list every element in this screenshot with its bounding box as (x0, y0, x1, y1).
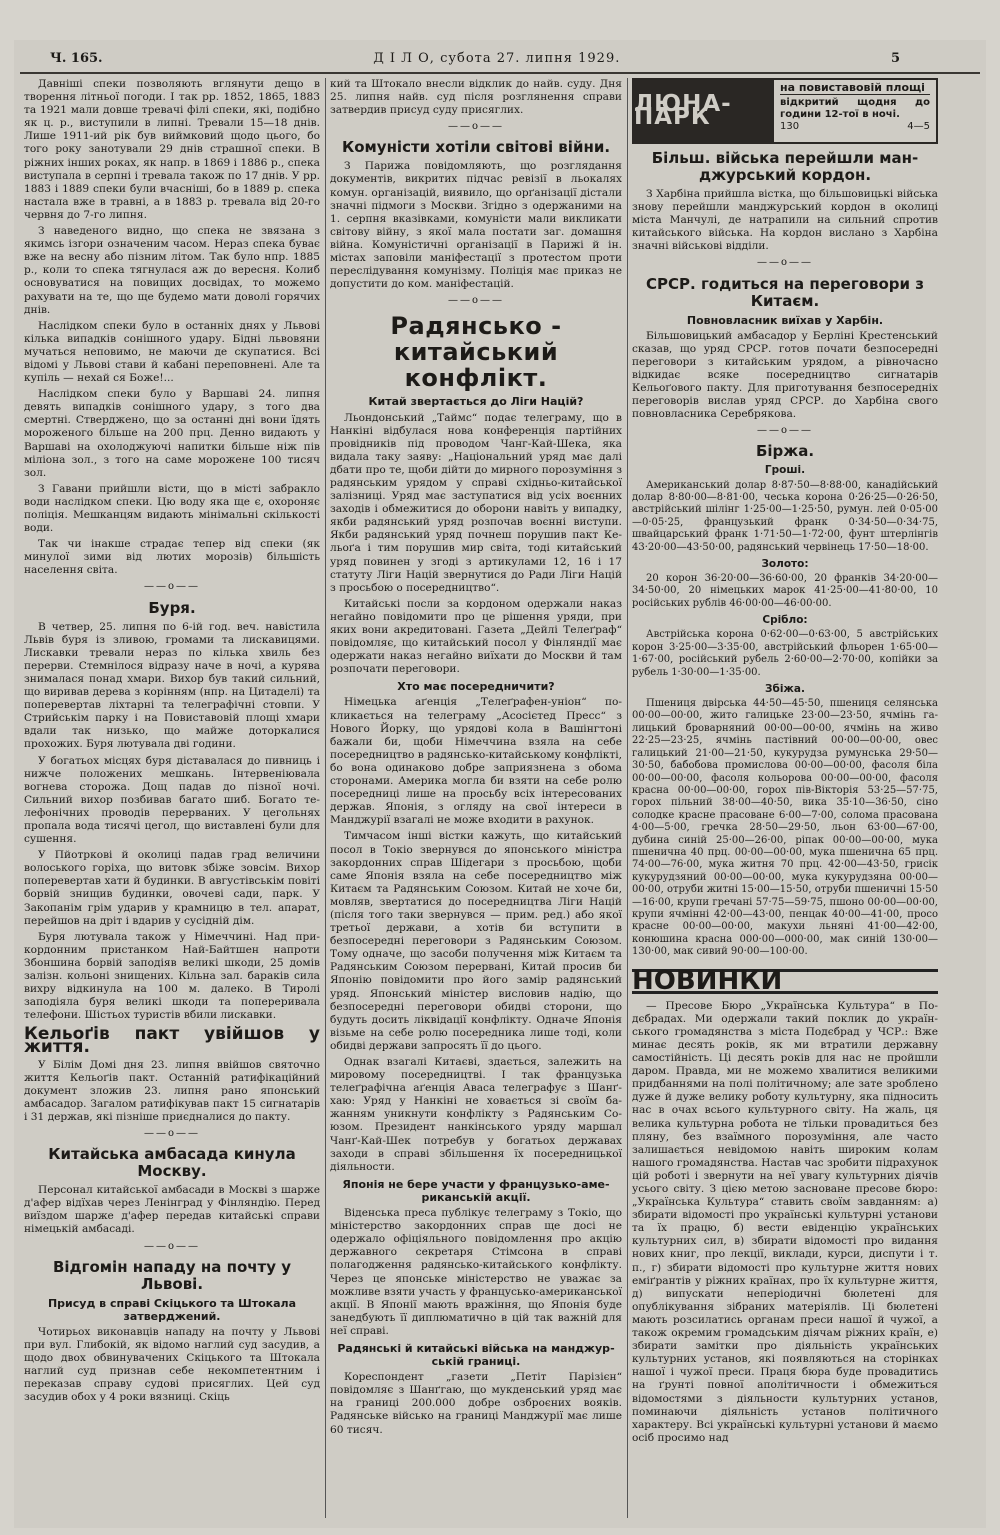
ad-phone-right: 4—5 (907, 121, 930, 132)
headline-communists: Комуністи хотіли світові війни. (341, 138, 611, 157)
subheadline-verdict: Присуд в справі Скіцького та Штокала затверджений. (47, 1296, 297, 1323)
column-1 (24, 78, 320, 1407)
market-quotes: 20 корон 36·20·00—36·60·00, 20 франків 34·20·00—34·50·00, 20 німецьких марок 41·25·00—41·80·00, 10 російських рублів 46·00·00—46·00·00. (632, 573, 938, 609)
masthead (50, 48, 900, 68)
article-paragraph: Віденська преса публікує телеграму з Токіо, що міністерство закордонних справ ще досі не одержало офіціяльного повідомлення про акцію державного секретаря Стімсона в справі полагодження радянсько-китайського конфлікту. Через це японське міністерство не уважає за можливе взяти участь у францусько-американської акції. В Японії мають вражіння, що Японія буде занедбують її диплюматично в цій так важній для неї справі. (330, 1207, 622, 1337)
article-paragraph: В четвер, 25. липня по 6-ій год. веч. навістила Львів буря із зливою, громами та лискавицями. Лискавки тревали нераз по кілька хвиль без перерви. Стемнілося відразу наче в ночі, а курява знималася понад хмари. Вихор був такий сильний, що виривав дерева з корінням (нпр. на Цитаделі) та поперевертав ліхтарні та телеграфічні стовпи. У Стрийськім парку і на Повиставовій площі хмари вдали так низько, що майже доторкалися прохожих. Буря лютувала дві години. (24, 620, 320, 751)
ad-location: на повиставовій площі (780, 82, 930, 95)
headline-ussr-negotiations: СРСР. годиться на переговори з Китаєм. (646, 274, 924, 310)
headline-bolshevik-troops: Більш. війська перейшли манджурський кордон. (651, 149, 919, 184)
market-quotes: Пшениця двірська 44·50—45·50, пшениця селянська 00·00—00·00, жито галицьке 23·00—23·50, ячмінь галицький броварняний 00·00—00·00, ячмінь на живо 22·25—23·25, ячмінь пастівний 00·00—00·00, овес галицький 21·00—21·50, кукурудза румунська 29·50—30·50, бабобова промислова 00·00—00·00, фасоля біла 00·00—00·00, фасоля кольорова 00·00—00·00, фасоля красна 00·00—00·00, горох пів-Вікторія 53·25—57·75, горох пільний 38·00—40·50, вика 35·10—36·50, сіно солодке красне прасоване 6·00—7·00, солома прасована 4·00—5·00, гречка 28·50—29·50, льон 63·00—67·00, дубина синій 25·00—26·00, ріпак 00·00—00·00, мука пшенична 40 прц. 00·00—00·00, мука пшенична 65 прц. 74·00—76·00, мука житня 70 прц. 42·00—43·50, грисік кукурудзяний 00·00—00·00, мука кукурудзяна 00·00—00·00, отруби житні 15·00—15·50, отруби пшеничні 15·50—16·00, крупи гречані 57·75—59·75, пшоно 00·00—00·00, крупи ячмінні 42·00—43·00, пенцак 40·00—41·00, просо красне 00·00—00·00, макухи льняні 41·00—42·00, конюшина красна 000·00—000·00, мак синій 130·00—130·00, мак сивий 90·00—100·00. (632, 698, 938, 958)
issue-number: Ч. 165. (50, 50, 103, 66)
headline-post-attack: Відгомін нападу на почту у Львові. (52, 1257, 292, 1293)
article-paragraph: Більшовицький амбасадор у Берліні Крестенський сказав, що уряд СРСР. готов почати безпосередні переговори з китайським урядом, а рівночасно відкидає всяке посередництво сигнатарів Кельоґового пакту. Для приготування безпосередніх переговорів вислав уряд СРСР. до Харбіна свого повновласника Серебрякова. (632, 329, 938, 421)
ad-info (774, 80, 936, 142)
subheadline-mediator: Хто має посередничити? (397, 680, 555, 694)
article-paragraph: З Харбіна прийшла вістка, що більшовицькі війська знову перейшли манджурський кордон в околиці міста Манчулі, де натрапили на сильний спротив китайського війська. На кордон вислано з Харбіна значні військові відділи. (632, 188, 938, 253)
article-paragraph: кий та Штокало внесли відклик до найв. суду. Дня 25. липня найв. суд після розглянення справи затвердив присуд суду присяглих. (330, 78, 622, 117)
article-paragraph: Давніші спеки позволяють вглянути дещо в творення літньої погоди. І так рр. 1852, 1865, 1883 та 1921 мали довше тревачі філі спеки, які, подібно як ц. р., виступили в липні. Тревали 15—18 днів. Лише 1911-ий рік був виймковий щодо цього, бо того року занотували 29 днів страшної спеки. В ріжних інших роках, як напр. в 1869 і 1886 р., спека виступала в серпні і тревала також по 17 днів. У рр. 1883 і 1889 спеки були вчасніші, бо в 1889 р. спека настала вже в травні, а в 1883 р. тревала від 20-го червня до 7-го липня. (24, 78, 320, 221)
headline-sino-soviet-conflict: Радянсько - китайський конфлікт. (390, 312, 562, 393)
subheadline-silver: Срібло: (762, 614, 808, 627)
article-paragraph: Китайські посли за кордоном одержали наказ негайно повідомити про це рішення уряди, при яких вони акредитовані. Газета „Дейлі Телеґраф“ повідомляє, що китайський посол у Фінляндії має одержати наказ негайно виїхати до Москви й там розпочати переговори. (330, 597, 622, 676)
section-divider: ——o—— (143, 1128, 201, 1140)
headline-burya: Буря. (148, 598, 196, 617)
subheadline-plenipotentiary: Повновласник виїхав у Харбін. (686, 313, 884, 327)
masthead-title: Д І Л О, субота 27. липня 1929. (373, 50, 621, 66)
section-divider: ——o—— (756, 425, 814, 437)
section-divider: ——o—— (447, 121, 505, 133)
ad-hours: відкритий щодня до години 12-тої в ночі. (780, 97, 930, 120)
column-divider (325, 78, 326, 1518)
article-paragraph: Чотирьох виконавців нападу на почту у Львові при вул. Глибокій, як відомо наглий суд засудив, а щодо двох обвинувачених Скіцького та Штокала наглий суд признав себе некомпетентним і переказав справу судові присяглих. Цей суд засудив обох у 4 роки вязниці. Скіць (24, 1325, 320, 1404)
market-quotes: Американський долар 8·87·50—8·88·00, канадійський долар 8·80·00—8·81·00, чеська корона 0·26·25—0·26·50, австрійський шілінг 1·25·00—1·25·50, румун. лей 0·05·00—0·05·25, французький франк 0·34·50—0·34·75, швайцарський франк 1·71·50—1·72·00, фунт штерлінгів 43·20·00—43·50·00, радянський червінець 17·50—18·00. (632, 479, 938, 553)
article-paragraph: З Гавани прийшли вісти, що в місті забракло води наслідком спеки. Цю воду яка ще є, охороняє поліція. Мешканцям видають мінімальні скількості води. (24, 482, 320, 535)
headline-kellog-pact: Кельоґів пакт увійшов у життя. (24, 1024, 320, 1058)
article-paragraph: У Пйотркові й околиці падав град величини волоського горіха, що витовк збіже зовсім. Вихор поперевертав хати й будинки. В августівськім повіті борвій знищив будинки, овочеві сади, парк. У Закопанім грім ударив у крамницю в тел. апарат, перейшов на дріт і вдарив у сусідній дім. (24, 849, 320, 927)
article-paragraph: Кореспондент „газети „Петіт Парізієн“ повідомляє з Шанґгаю, що мукденський уряд має на границі 200.000 добре озброєних вояків. Радянське військо на границі Манджурії має лише 60 тисяч. (330, 1371, 622, 1436)
page-number: 5 (890, 50, 900, 66)
luna-park-logo: ЛЮНА-ПАРК (634, 80, 774, 142)
article-paragraph: Наслідком спеки було в останніх днях у Львові кілька випадків сонішного удару. Бідні львовяни мучаться неповимо, не маючи де скупатися. Всі відомі у Львові стави й кабані переповнені. Але та купіль — нехай ся Боже!... (24, 319, 320, 385)
ad-phone-left: 130 (780, 121, 800, 132)
article-paragraph: Однак взагалі Китаєві, здається, залежить на мировому посередництві. І так французька телеґрафічна аґенція Аваса телеграфує з Шанґхаю: Уряд у Нанкіні не ховається зі своїм бажанням уникнути конфлікту з Радянським Союзом. Президент нанкінського уряду маршал Чанґ-Кай-Шек потребув у богатьох державах заходи в справі збільшення їх посередницької діяльности. (330, 1056, 622, 1173)
section-divider: ——o—— (143, 581, 201, 593)
headline-chinese-embassy: Китайська амбасада кинула Москву. (48, 1145, 296, 1181)
ad-footer (780, 121, 930, 133)
subheadline-troops: Радянські й китайські війська на манджурській границі. (337, 1341, 615, 1369)
article-paragraph: З наведеного видно, що спека не звязана з якимсь ізгори означеним часом. Нераз спека буває вже на весну або пізним літом. Так було нпр. 1885 р., коли то спека тягнулася аж до вересня. Колиб основуватися на повищих досвідах, то можемо рахувати на те, що ще будемо мати доволі горячих днів. (24, 225, 320, 316)
section-divider: ——o—— (143, 1240, 201, 1252)
article-paragraph: Персонал китайської амбасади в Москві з шарже д'афер відїхав через Ленінград у Фінляндію. Перед виїздом шарже д'афер передав китайські справи німецькій амбасаді. (24, 1184, 320, 1236)
section-divider: ——o—— (447, 295, 505, 307)
article-paragraph: У богатьох місцях буря діставалася до пивниць і нижче положених мешкань. Інтервеніювала вогнева сторожа. Дощ падав до пізної ночі. Сильний вихор позбивав багато шиб. Богато телефонічних проводів перерваних. У цегольнях пропала вода тисячі цегол, що виставлені були для сушення. (24, 754, 320, 846)
headline-exchange: Біржа. (755, 442, 815, 461)
article-paragraph: — Пресове Бюро „Українська Культура“ в Подєбрадах. Ми одержали такий поклик до українського громадянства з міста Подєбрад у ЧСР.: Вже минає десять років, як ми втратили державну самостійність. Ці десять років для нас не пройшли даром. Правда, ми не можемо хвалитися великими придбаннями на полі політичному; але зате зроблено дуже й дуже велику роботу культурну, яка підносить нас в очах всього культурного світу. На жаль, ця велика культурна робота не тільки провадиться без пляну, без взаїмного порозуміння, але часто залишається невідомою навіть широким колам нашого громадянства. Настав час зробити підрахунок цій роботі і звернути на неї увагу культурних діячів усього світу. З цією метою засноване пресове бюро: „Українська Культура“ ставить своїм завданням: а) збирати відомості про українські культурні установи та їх працю, б) вести евіденцію українських культурних сил, в) збирати відомості про видання нових книг, про лекції, виклади, курси, диспути і т. п., г) збирати відомості про культурне життя нових еміґрантів у ріжних країнах, про їх культурне життя, д) випускати неперіодичні бюлетені для опублікування зібраних матеріялів. Ці бюлетені мають розсилатись органам преси нашої й чужої, а також окремим громадським діячам ріжних країн, е) збирати замітки про діяльність українських культурних установ, які появляються на сторінках нашої і чужої преси. Праця бюра буде провадитись на ґрунті повної аполітичности і обмежиться відомостями з діяльности культурних установ, поминаючи діяльність установ політичного характеру. Всі українські культурні установи й маємо осіб просимо над (632, 999, 938, 1444)
article-paragraph: Буря лютувала також у Німеччині. Над прикордонним пристанком Най-Байтшен напроти Збоншина борвій заподіяв великі шкоди, 25 домів залізн. кольоні знищених. Кільна зал. бараків сила вихру відкинула на 100 м. далеко. В Тиролі заподіяла буря великі шкоди та попереривала телефони. Шістьох туристів вбили лискавки. (24, 930, 320, 1022)
masthead-rule (20, 72, 980, 74)
subheadline-grain: Збіжа. (765, 682, 805, 695)
section-divider: ——o—— (756, 257, 814, 269)
column-3 (632, 78, 938, 1448)
article-paragraph: Так чи інакше страдає тепер від спеки (як минулої зими від лютих морозів) більшість населення світа. (24, 538, 320, 577)
article-paragraph: Наслідком спеки було у Варшаві 24. липня девять випадків сонішного удару, з того два смертні. Стверджено, що за останні дні вони їдять мороженого більше на 200 прц. Денно видають у Варшаві на охолоджуючі напитки більше ніж пів міліона зол., з того на саме морожене 100 тисяч зол. (24, 388, 320, 479)
article-paragraph: З Парижа повідомляють, що розглядання документів, викритих підчас ревізії в льокалях комун. організацій, виявило, що орґанізації дістали значні підмоги з Москви. Згідно з одержаними на 1. серпня вказівками, комуністи мали викликати світову війну, з якої мала постати заг. домашня війна. Комуністичні організації в Парижі й ін. містах заповіли маніфестації з протестом проти переслідування комунізму. Поліція має приказ не допустити до ком. маніфестацій. (330, 160, 622, 291)
column-2 (330, 78, 622, 1440)
article-paragraph: У Білім Домі дня 23. липня ввійшов святочно життя Кельоґів пакт. Останній ратифікаційний документ зложив 23. липня рано японський амбасадор. Загалом ратифікував пакт 15 сигнатарів і 31 держав, які пізніше приєдналися до пакту. (24, 1058, 320, 1123)
market-quotes: Австрійська корона 0·62·00—0·63·00, 5 австрійських корон 3·25·00—3·35·00, австрійський фльорен 1·65·00—1·67·00, російський рубель 2·60·00—2·70·00, копійки за рубель 1·30·00—1·35·00. (632, 629, 938, 678)
column-divider (627, 78, 628, 1518)
subheadline-gold: Золото: (761, 557, 809, 570)
section-header-news: НОВИНКИ (632, 969, 938, 994)
subheadline-league: Китай звертається до Ліги Націй? (368, 395, 584, 409)
article-paragraph: Льондонський „Таймс“ подає телеграму, що в Нанкіні відбулася нова конференція партійних провідників під проводом Чанг-Кай-Шека, яка видала таку заяву: „Національний уряд має далі дбати про те, щоби дійти до мирного порозуміння з радянським урядом у справі східньо-китайської залізниці. Уряд має заступатися від усіх воєнних заходів і обмежитися до оборони навіть у випадку, якби радянський уряд розпочав воєнні виступи. Якби радянський уряд почнеш порушив пакт Кельоґа і тим порушив мир світа, тоді китайський уряд повинен у згоді з артикулами 12, 16 і 17 статуту Ліги Націй звернутися до Ради Ліги Націй з просьбою о посередництво“. (330, 411, 622, 594)
luna-park-advertisement (632, 78, 938, 144)
subheadline-money: Гроші. (764, 464, 806, 477)
article-paragraph: Німецька аґенція „Телеґрафен-уніон“ покликається на телеграму „Асосієтед Пресс“ з Нового Йорку, що урядові кола в Вашінгтоні бажали би, щоби Німеччина взяла на себе посередництво в радянсько-китайському конфлікті, бо вона одинаково добре заприязнена з обома сторонами. Америка могла би взяти на себе ролю посередниці лише на просьбу всіх інтересованих держав. Японія, з огляду на свої інтереси в Манджурії взагалі не може входити в рахунок. (330, 696, 622, 827)
subheadline-japan: Японія не бере участи у французько-американській акції. (342, 1177, 610, 1204)
article-paragraph: Тимчасом інші вістки кажуть, що китайський посол в Токіо звернувся до японського міністра закордонних справ Шідегари з просьбою, щоби саме Японія взяла на себе посередництво між Китаєм та Радянським Союзом. Китай не хоче би, мовляв, звертатися до посередництва Ліги Націй (після того таки звернувся — прим. ред.) або якої третьої держави, а хотів би вступити в безпосередні переговори з Радянським Союзом. Тому одначе, що засоби получення між Китаєм та Радянським Союзом перервані, Китай просив би Японію повідомити про його замір радянський уряд. Японський міністер висловив надію, що безпосередні переговори обидві сторони, що будуть досить ліквідації конфлікту. Одначе Японія візьме на себе ролю посередника лише тоді, коли обидві держави запросять її до цього. (330, 830, 622, 1052)
